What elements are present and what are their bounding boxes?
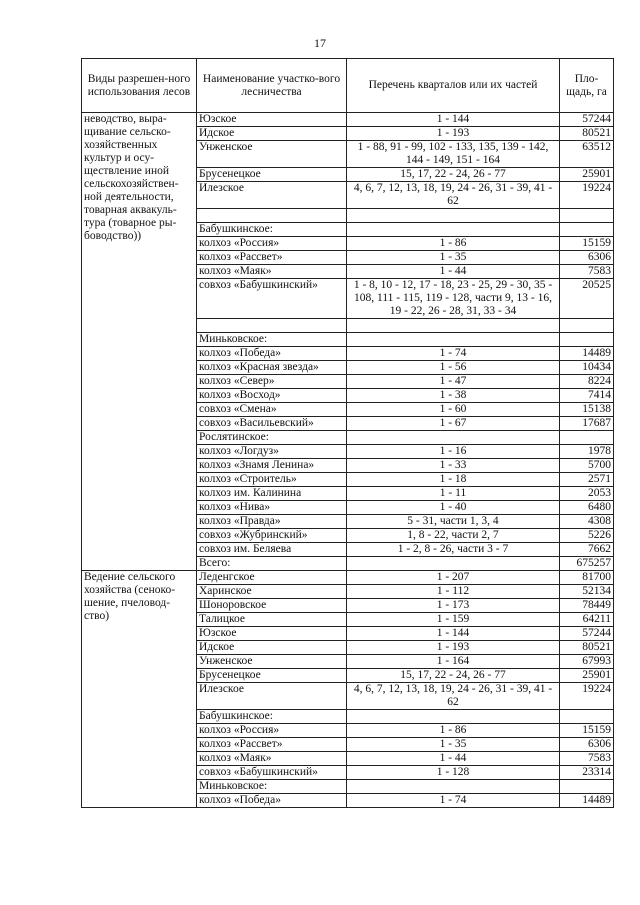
quarters-cell: 1 - 159 [347, 613, 560, 627]
area-cell: 15138 [560, 403, 614, 417]
quarters-cell [347, 209, 560, 223]
area-cell: 23314 [560, 766, 614, 780]
forestry-name-cell: Юзское [197, 627, 347, 641]
area-cell: 78449 [560, 599, 614, 613]
forestry-name-cell: колхоз «Красная звезда» [197, 361, 347, 375]
area-cell: 64211 [560, 613, 614, 627]
quarters-cell: 1 - 8, 10 - 12, 17 - 18, 23 - 25, 29 - 30, 35 - 108, 111 - 115, 119 - 128, части 9, 13 - 16, 19 - 22, 26 - 28, 31, 33 - 34 [347, 279, 560, 319]
quarters-cell [347, 223, 560, 237]
forestry-name-cell: Шоноровское [197, 599, 347, 613]
forestry-name-cell: колхоз «Восход» [197, 389, 347, 403]
forestry-name-cell [197, 319, 347, 333]
forestry-name-cell: Брусенецкое [197, 669, 347, 683]
use-type-cell: Ведение сельского хозяйства (сеноко-шение, пчеловод-ство) [82, 571, 197, 808]
forestry-name-cell: колхоз «Победа» [197, 794, 347, 808]
quarters-cell: 1 - 33 [347, 459, 560, 473]
area-cell: 2571 [560, 473, 614, 487]
area-cell: 7583 [560, 265, 614, 279]
area-cell: 52134 [560, 585, 614, 599]
forestry-name-cell: колхоз «Рассвет» [197, 738, 347, 752]
forestry-name-cell: совхоз «Смена» [197, 403, 347, 417]
forestry-name-cell: колхоз «Победа» [197, 347, 347, 361]
area-cell: 5226 [560, 529, 614, 543]
quarters-cell: 15, 17, 22 - 24, 26 - 77 [347, 168, 560, 182]
area-cell: 25901 [560, 669, 614, 683]
forestry-name-cell: колхоз «Маяк» [197, 752, 347, 766]
area-cell: 2053 [560, 487, 614, 501]
forestry-name-cell: совхоз «Васильевский» [197, 417, 347, 431]
forestry-name-cell: совхоз «Жубринский» [197, 529, 347, 543]
quarters-cell [347, 710, 560, 724]
forestry-name-cell: Харинское [197, 585, 347, 599]
forestry-name-cell: колхоз «Нива» [197, 501, 347, 515]
area-cell: 57244 [560, 627, 614, 641]
quarters-cell [347, 557, 560, 571]
area-cell: 7662 [560, 543, 614, 557]
area-cell [560, 780, 614, 794]
forestry-name-cell: колхоз «Логдуз» [197, 445, 347, 459]
forestry-name-cell: Миньковское: [197, 780, 347, 794]
area-cell: 14489 [560, 794, 614, 808]
quarters-cell: 1 - 38 [347, 389, 560, 403]
quarters-cell: 4, 6, 7, 12, 13, 18, 19, 24 - 26, 31 - 39, 41 - 62 [347, 683, 560, 710]
quarters-cell: 1 - 144 [347, 113, 560, 127]
table-row [82, 571, 614, 585]
quarters-cell: 1 - 173 [347, 599, 560, 613]
quarters-cell: 15, 17, 22 - 24, 26 - 77 [347, 669, 560, 683]
quarters-cell: 1 - 60 [347, 403, 560, 417]
forestry-name-cell: Унженское [197, 655, 347, 669]
quarters-cell [347, 780, 560, 794]
forestry-name-cell: колхоз «Россия» [197, 237, 347, 251]
quarters-cell: 1 - 40 [347, 501, 560, 515]
area-cell: 20525 [560, 279, 614, 319]
header-use-type: Виды разрешен-ного использования лесов [82, 59, 197, 113]
area-cell: 25901 [560, 168, 614, 182]
quarters-cell: 1 - 44 [347, 752, 560, 766]
quarters-cell: 1 - 2, 8 - 26, части 3 - 7 [347, 543, 560, 557]
quarters-cell: 4, 6, 7, 12, 13, 18, 19, 24 - 26, 31 - 39, 41 - 62 [347, 182, 560, 209]
area-cell: 57244 [560, 113, 614, 127]
area-cell: 15159 [560, 237, 614, 251]
quarters-cell: 1 - 144 [347, 627, 560, 641]
area-cell: 7583 [560, 752, 614, 766]
area-cell [560, 319, 614, 333]
quarters-cell: 1 - 86 [347, 237, 560, 251]
quarters-cell [347, 431, 560, 445]
forestry-name-cell: Бабушкинское: [197, 710, 347, 724]
quarters-cell: 1 - 44 [347, 265, 560, 279]
area-cell: 81700 [560, 571, 614, 585]
area-cell: 80521 [560, 641, 614, 655]
area-cell: 6306 [560, 738, 614, 752]
quarters-cell: 1 - 207 [347, 571, 560, 585]
quarters-cell [347, 333, 560, 347]
area-cell: 6306 [560, 251, 614, 265]
header-forestry-name: Наименование участко-вого лесничества [197, 59, 347, 113]
quarters-cell: 1 - 47 [347, 375, 560, 389]
quarters-cell: 1 - 74 [347, 347, 560, 361]
forestry-name-cell: Илезское [197, 683, 347, 710]
forestry-name-cell: Илезское [197, 182, 347, 209]
area-cell: 19224 [560, 683, 614, 710]
forestry-name-cell: Миньковское: [197, 333, 347, 347]
forestry-name-cell: колхоз им. Калинина [197, 487, 347, 501]
table-row [82, 113, 614, 127]
page-number: 17 [314, 36, 326, 50]
forest-use-table [81, 58, 614, 808]
quarters-cell: 1 - 193 [347, 641, 560, 655]
area-cell [560, 223, 614, 237]
quarters-cell: 5 - 31, части 1, 3, 4 [347, 515, 560, 529]
header-quarters: Перечень кварталов или их частей [347, 59, 560, 113]
area-cell: 15159 [560, 724, 614, 738]
forestry-name-cell: Юзское [197, 113, 347, 127]
area-cell: 67993 [560, 655, 614, 669]
forestry-name-cell: Леденгское [197, 571, 347, 585]
forestry-name-cell: колхоз «Россия» [197, 724, 347, 738]
forestry-name-cell: Бабушкинское: [197, 223, 347, 237]
forestry-name-cell: Рослятинское: [197, 431, 347, 445]
forestry-name-cell: колхоз «Маяк» [197, 265, 347, 279]
quarters-cell: 1 - 56 [347, 361, 560, 375]
quarters-cell [347, 319, 560, 333]
forestry-name-cell: Талицкое [197, 613, 347, 627]
forestry-name-cell: совхоз «Бабушкинский» [197, 766, 347, 780]
forestry-name-cell: совхоз «Бабушкинский» [197, 279, 347, 319]
forestry-name-cell: Идское [197, 641, 347, 655]
area-cell: 63512 [560, 141, 614, 168]
header-area: Пло-щадь, га [560, 59, 614, 113]
forestry-name-cell: колхоз «Правда» [197, 515, 347, 529]
area-cell [560, 431, 614, 445]
area-cell: 19224 [560, 182, 614, 209]
area-cell [560, 710, 614, 724]
area-cell: 80521 [560, 127, 614, 141]
quarters-cell: 1, 8 - 22, части 2, 7 [347, 529, 560, 543]
forestry-name-cell: колхоз «Строитель» [197, 473, 347, 487]
forestry-name-cell [197, 209, 347, 223]
area-cell: 14489 [560, 347, 614, 361]
quarters-cell: 1 - 112 [347, 585, 560, 599]
area-cell: 7414 [560, 389, 614, 403]
forestry-name-cell: Брусенецкое [197, 168, 347, 182]
area-cell: 675257 [560, 557, 614, 571]
area-cell: 5700 [560, 459, 614, 473]
quarters-cell: 1 - 74 [347, 794, 560, 808]
area-cell: 8224 [560, 375, 614, 389]
area-cell: 17687 [560, 417, 614, 431]
forestry-name-cell: Всего: [197, 557, 347, 571]
quarters-cell: 1 - 11 [347, 487, 560, 501]
quarters-cell: 1 - 88, 91 - 99, 102 - 133, 135, 139 - 142, 144 - 149, 151 - 164 [347, 141, 560, 168]
quarters-cell: 1 - 128 [347, 766, 560, 780]
area-cell: 4308 [560, 515, 614, 529]
forestry-name-cell: Унженское [197, 141, 347, 168]
area-cell: 10434 [560, 361, 614, 375]
forestry-name-cell: колхоз «Север» [197, 375, 347, 389]
area-cell: 6480 [560, 501, 614, 515]
quarters-cell: 1 - 35 [347, 738, 560, 752]
area-cell [560, 209, 614, 223]
quarters-cell: 1 - 35 [347, 251, 560, 265]
use-type-cell: неводство, выра-щивание сельско-хозяйственных культур и осу-ществление иной сельскохозяйствен-ной деятельности, товарная аквакуль-тура (товарное ры-боводство)) [82, 113, 197, 571]
forestry-name-cell: Идское [197, 127, 347, 141]
forestry-name-cell: совхоз им. Беляева [197, 543, 347, 557]
quarters-cell: 1 - 16 [347, 445, 560, 459]
area-cell: 1978 [560, 445, 614, 459]
area-cell [560, 333, 614, 347]
forestry-name-cell: колхоз «Рассвет» [197, 251, 347, 265]
quarters-cell: 1 - 67 [347, 417, 560, 431]
table-body [82, 113, 614, 808]
quarters-cell: 1 - 193 [347, 127, 560, 141]
forestry-name-cell: колхоз «Знамя Ленина» [197, 459, 347, 473]
quarters-cell: 1 - 86 [347, 724, 560, 738]
quarters-cell: 1 - 164 [347, 655, 560, 669]
quarters-cell: 1 - 18 [347, 473, 560, 487]
